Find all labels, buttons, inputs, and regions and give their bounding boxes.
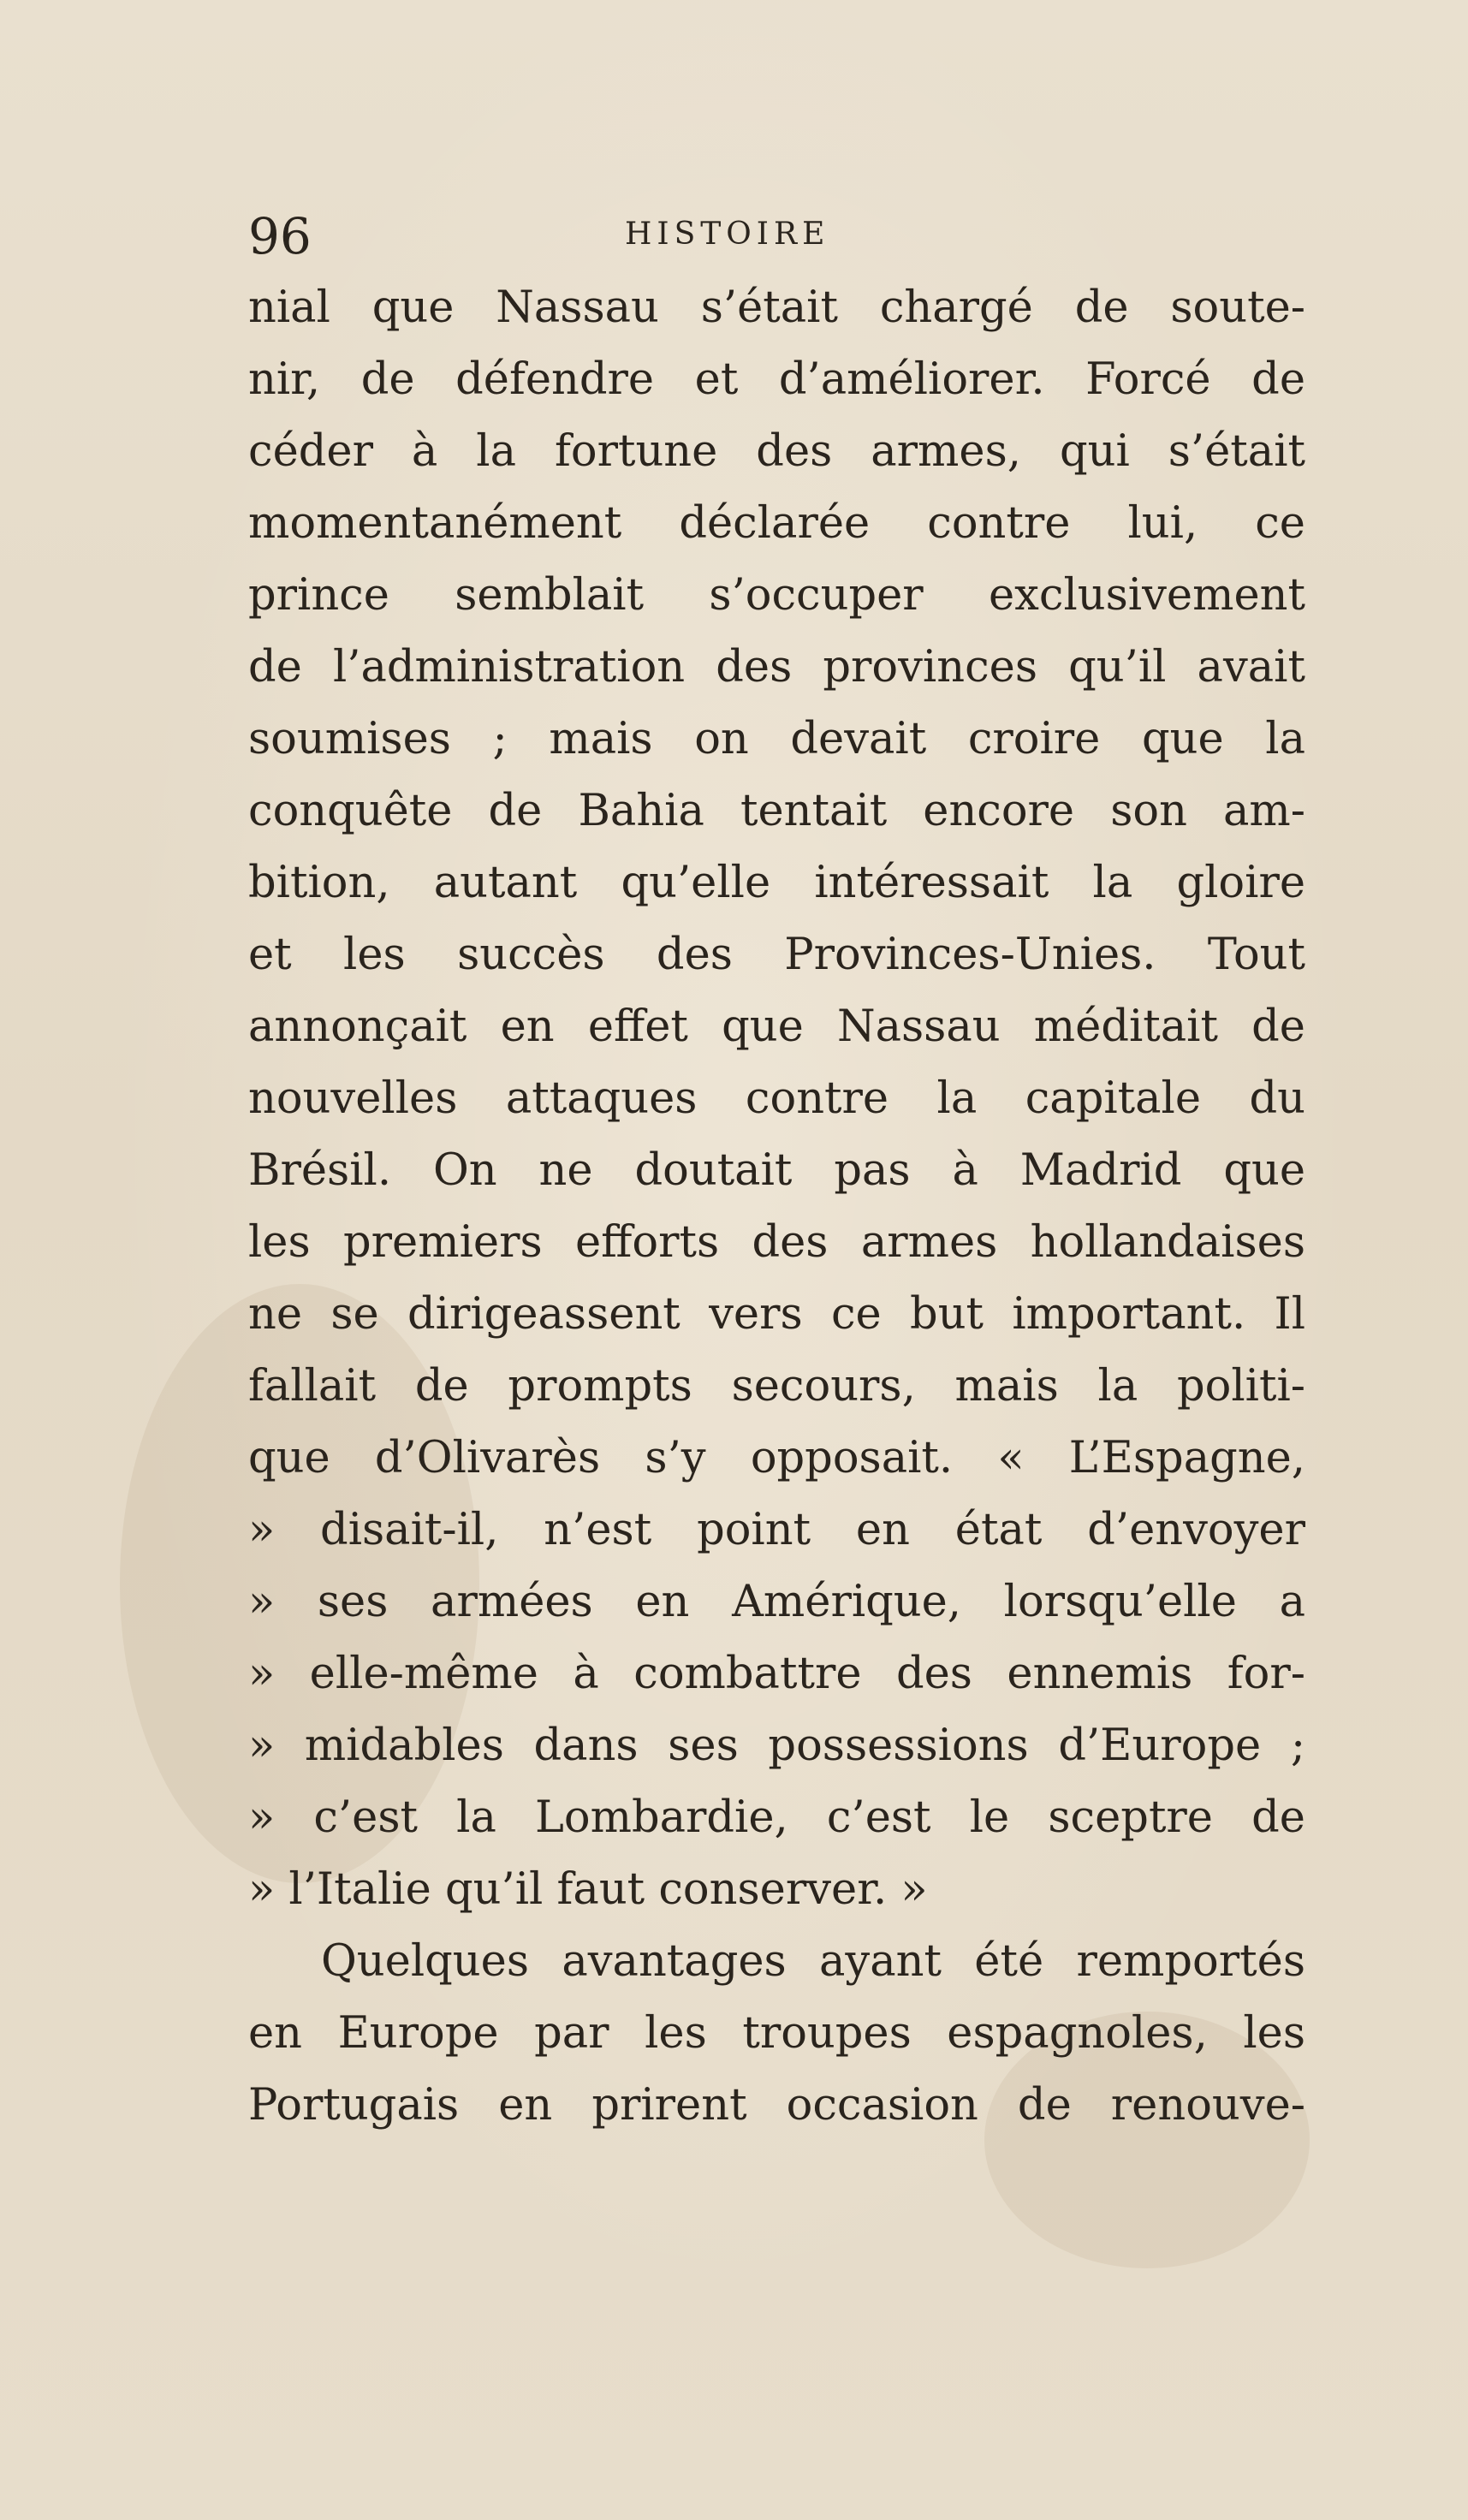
page-number: 96 [248, 207, 312, 265]
text-line: céder à la fortune des armes, qui s’était [248, 426, 1305, 477]
text-line: bition, autant qu’elle intéressait la gloire [248, 858, 1305, 908]
text-line: et les succès des Provinces-Unies. Tout [248, 930, 1305, 980]
text-line: que d’Olivarès s’y opposait. « L’Espagne, [248, 1433, 1305, 1483]
quote-line: » l’Italie qu’il faut conserver. » [248, 1864, 928, 1915]
text-line: prince semblait s’occuper exclusivement [248, 570, 1305, 621]
text-line: de l’administration des provinces qu’il avait [248, 642, 1305, 692]
text-line: les premiers efforts des armes hollandaises [248, 1217, 1305, 1268]
quote-line: » c’est la Lombardie, c’est le sceptre de [248, 1792, 1305, 1843]
text-line: conquête de Bahia tentait encore son am- [248, 786, 1305, 836]
text-line: nouvelles attaques contre la capitale du [248, 1073, 1305, 1124]
running-head [248, 202, 1305, 270]
quote-line: » ses armées en Amérique, lorsqu’elle a [248, 1577, 1305, 1627]
text-line: fallait de prompts secours, mais la politi- [248, 1361, 1305, 1412]
quote-line: » midables dans ses possessions d’Europe ; [248, 1721, 1305, 1771]
text-line: Portugais en prirent occasion de renouve- [248, 2080, 1305, 2131]
text-line: en Europe par les troupes espagnoles, les [248, 2008, 1305, 2059]
quote-line: » disait-il, n’est point en état d’envoyer [248, 1505, 1305, 1555]
text-line: annonçait en effet que Nassau méditait de [248, 1001, 1305, 1052]
text-line: soumises ; mais on devait croire que la [248, 714, 1305, 764]
text-line: ne se dirigeassent vers ce but important. Il [248, 1289, 1305, 1340]
paragraph-start-line: Quelques avantages ayant été remportés [321, 1936, 1305, 1987]
text-line: momentanément déclarée contre lui, ce [248, 498, 1305, 549]
text-line: nir, de défendre et d’améliorer. Forcé de [248, 354, 1305, 405]
quote-line: » elle-même à combattre des ennemis for- [248, 1649, 1305, 1699]
text-line: nial que Nassau s’était chargé de soute- [248, 282, 1305, 333]
running-title: HISTOIRE [625, 217, 830, 252]
text-line: Brésil. On ne doutait pas à Madrid que [248, 1145, 1305, 1196]
body-text [248, 272, 1305, 2142]
